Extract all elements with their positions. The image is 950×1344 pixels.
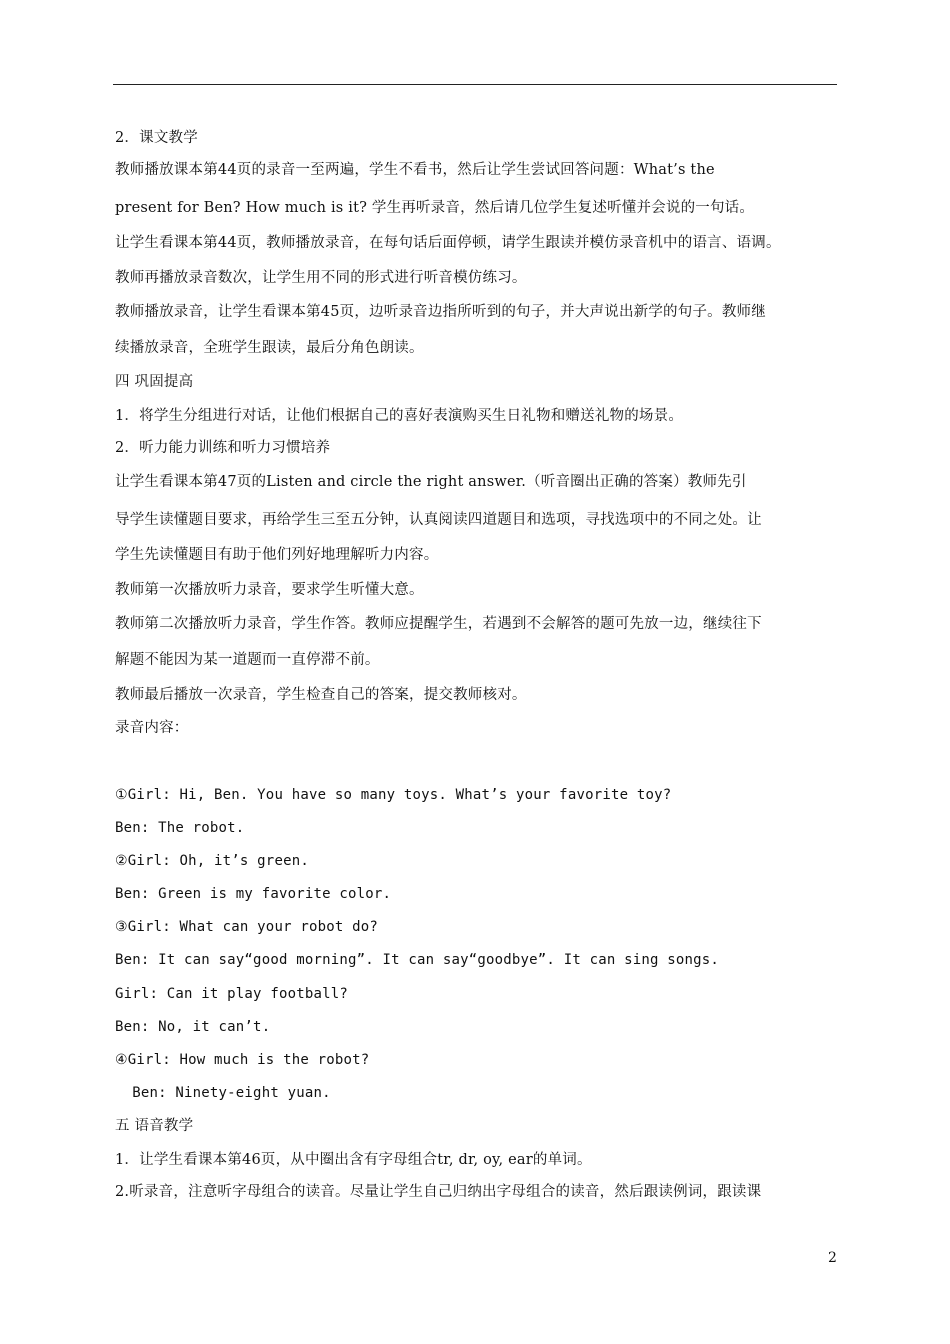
page-number: 2 — [828, 1250, 837, 1266]
paragraph-line: 解题不能因为某一道题而一直停滞不前。 — [115, 652, 380, 668]
transcript-line: ④Girl: How much is the robot? — [115, 1052, 370, 1068]
paragraph-line: 2.听录音，注意听字母组合的读音。尽量让学生自己归纳出字母组合的读音，然后跟读例词，跟读课 — [115, 1184, 762, 1200]
section-heading-consolidation: 四 巩固提高 — [115, 374, 194, 390]
paragraph-line: 教师最后播放一次录音，学生检查自己的答案，提交教师核对。 — [115, 687, 527, 703]
subheading-listening-training: 2．听力能力训练和听力习惯培养 — [115, 440, 331, 456]
paragraph-line: 教师播放课本第44页的录音一至两遍，学生不看书，然后让学生尝试回答问题：What’s the — [115, 162, 715, 178]
recording-content-label: 录音内容： — [115, 720, 189, 736]
paragraph-line: 教师第二次播放听力录音，学生作答。教师应提醒学生，若遇到不会解答的题可先放一边，继续往下 — [115, 616, 762, 632]
transcript-line: Ben: Green is my favorite color. — [115, 886, 392, 902]
transcript-line: Ben: No, it can’t. — [115, 1019, 271, 1035]
paragraph-line: 教师第一次播放听力录音，要求学生听懂大意。 — [115, 582, 424, 598]
transcript-line: ③Girl: What can your robot do? — [115, 919, 378, 935]
transcript-line: ①Girl: Hi, Ben. You have so many toys. What’s your favorite toy? — [115, 787, 672, 803]
paragraph-line: 让学生看课本第44页，教师播放录音，在每句话后面停顿，请学生跟读并模仿录音机中的语言、语调。 — [115, 235, 781, 251]
paragraph-line: 教师播放录音，让学生看课本第45页，边听录音边指所听到的句子，并大声说出新学的句子。教师继 — [115, 304, 766, 320]
section-heading-text-teaching: 2．课文教学 — [115, 130, 198, 146]
paragraph-line: 1．让学生看课本第46页，从中圈出含有字母组合tr, dr, oy, ear的单词。 — [115, 1152, 592, 1168]
paragraph-line: 1．将学生分组进行对话，让他们根据自己的喜好表演购买生日礼物和赠送礼物的场景。 — [115, 408, 684, 424]
transcript-line: Ben: It can say“good morning”. It can say“goodbye”. It can sing songs. — [115, 952, 720, 968]
paragraph-line: 续播放录音，全班学生跟读，最后分角色朗读。 — [115, 340, 424, 356]
transcript-line: Ben: Ninety-eight yuan. — [115, 1085, 331, 1101]
paragraph-line: 让学生看课本第47页的Listen and circle the right answer.（听音圈出正确的答案）教师先引 — [115, 474, 747, 490]
paragraph-line: present for Ben? How much is it? 学生再听录音，然后请几位学生复述听懂并会说的一句话。 — [115, 200, 755, 216]
paragraph-line: 学生先读懂题目有助于他们列好地理解听力内容。 — [115, 547, 439, 563]
transcript-line: Ben: The robot. — [115, 820, 245, 836]
transcript-line: Girl: Can it play football? — [115, 986, 348, 1002]
transcript-line: ②Girl: Oh, it’s green. — [115, 853, 309, 869]
paragraph-line: 教师再播放录音数次，让学生用不同的形式进行听音模仿练习。 — [115, 270, 527, 286]
header-rule — [113, 84, 837, 85]
section-heading-phonics: 五 语音教学 — [115, 1118, 194, 1134]
paragraph-line: 导学生读懂题目要求，再给学生三至五分钟，认真阅读四道题目和选项，寻找选项中的不同之处。让 — [115, 512, 762, 528]
